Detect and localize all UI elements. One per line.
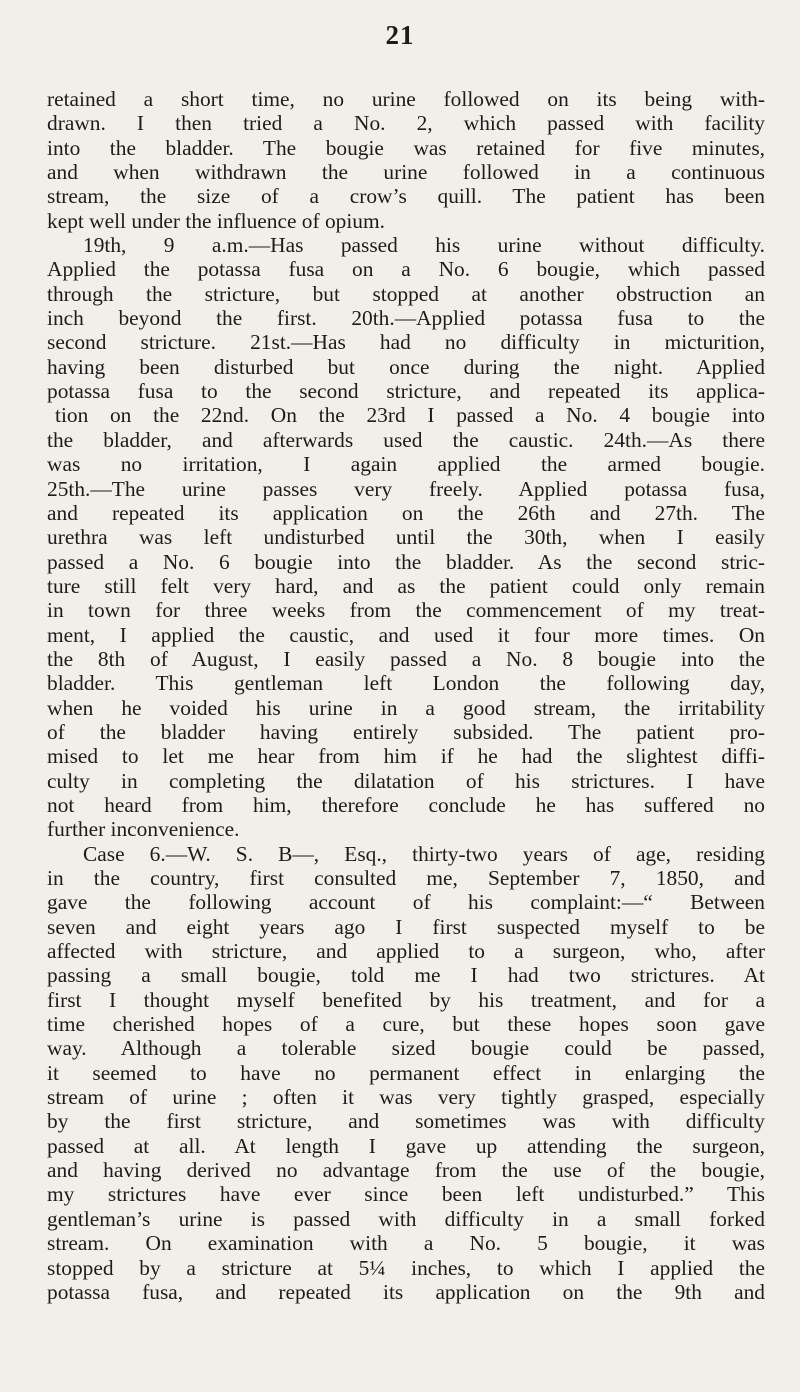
text-line-20: passed a No. 6 bougie into the bladder. As the second stric-	[47, 549, 765, 574]
text-line-27: of the bladder having entirely subsided. The patient pro-	[47, 719, 765, 744]
text-line-47: gentleman’s urine is passed with difficulty in a small forked	[47, 1206, 765, 1231]
text-line-37: passing a small bougie, told me I had two strictures. At	[47, 963, 765, 988]
text-line-19: urethra was left undisturbed until the 30th, when I easily	[47, 525, 765, 550]
text-line-3: into the bladder. The bougie was retained for five minutes,	[47, 135, 765, 160]
text-line-1: retained a short time, no urine followed on its being with-	[47, 87, 765, 111]
text-line-29: culty in completing the dilatation of his strictures. I have	[47, 768, 765, 793]
text-line-11: second stricture. 21st.—Has had no difficulty in micturition,	[47, 330, 765, 355]
text-line-39: time cherished hopes of a cure, but these hopes soon gave	[47, 1012, 765, 1037]
text-line-32: Case 6.—W. S. B—, Esq., thirty-two years of age, residing	[83, 841, 765, 866]
text-line-48: stream. On examination with a No. 5 bougie, it was	[47, 1231, 765, 1256]
body-text	[47, 87, 765, 1304]
text-line-21: ture still felt very hard, and as the patient could only remain	[47, 573, 765, 598]
text-line-50: potassa fusa, and repeated its application on the 9th and	[47, 1279, 765, 1304]
text-line-30: not heard from him, therefore conclude he has suffered no	[47, 792, 765, 817]
text-line-43: by the first stricture, and sometimes was with difficulty	[47, 1109, 765, 1134]
text-line-25: bladder. This gentleman left London the following day,	[47, 671, 765, 696]
text-line-22: in town for three weeks from the commencement of my treat-	[47, 598, 765, 623]
text-line-23: ment, I applied the caustic, and used it four more times. On	[47, 622, 765, 647]
text-line-40: way. Although a tolerable sized bougie could be passed,	[47, 1036, 765, 1061]
text-line-12: having been disturbed but once during the night. Applied	[47, 354, 765, 379]
text-line-7: 19th, 9 a.m.—Has passed his urine without difficulty.	[83, 233, 765, 258]
text-line-46: my strictures have ever since been left undisturbed.” This	[47, 1182, 765, 1207]
text-line-28: mised to let me hear from him if he had the slightest diffi-	[47, 744, 765, 769]
text-line-14: tion on the 22nd. On the 23rd I passed a No. 4 bougie into	[55, 403, 765, 428]
text-line-13: potassa fusa to the second stricture, and repeated its applica-	[47, 379, 765, 404]
text-line-17: 25th.—The urine passes very freely. Applied potassa fusa,	[47, 476, 765, 501]
text-line-34: gave the following account of his complaint:—“ Between	[47, 890, 765, 915]
text-line-5: stream, the size of a crow’s quill. The patient has been	[47, 184, 765, 209]
text-line-41: it seemed to have no permanent effect in enlarging the	[47, 1060, 765, 1085]
text-line-35: seven and eight years ago I first suspected myself to be	[47, 914, 765, 939]
text-line-15: the bladder, and afterwards used the caustic. 24th.—As there	[47, 427, 765, 452]
text-line-18: and repeated its application on the 26th and 27th. The	[47, 500, 765, 525]
text-line-31: further inconvenience.	[47, 817, 240, 842]
text-line-9: through the stricture, but stopped at another obstruction an	[47, 281, 765, 306]
text-line-6: kept well under the influence of opium.	[47, 208, 385, 233]
text-line-2: drawn. I then tried a No. 2, which passed with facility	[47, 111, 765, 136]
text-line-45: and having derived no advantage from the use of the bougie,	[47, 1158, 765, 1183]
text-line-26: when he voided his urine in a good stream, the irritability	[47, 695, 765, 720]
text-line-24: the 8th of August, I easily passed a No. 8 bougie into the	[47, 646, 765, 671]
text-line-42: stream of urine ; often it was very tightly grasped, especially	[47, 1085, 765, 1110]
page-number: 21	[385, 20, 415, 50]
text-line-38: first I thought myself benefited by his treatment, and for a	[47, 987, 765, 1012]
text-line-36: affected with stricture, and applied to a surgeon, who, after	[47, 939, 765, 964]
text-line-33: in the country, first consulted me, September 7, 1850, and	[47, 866, 765, 890]
text-line-10: inch beyond the first. 20th.—Applied potassa fusa to the	[47, 306, 765, 331]
text-line-49: stopped by a stricture at 5¼ inches, to which I applied the	[47, 1255, 765, 1280]
text-line-4: and when withdrawn the urine followed in a continuous	[47, 160, 765, 185]
text-line-44: passed at all. At length I gave up attending the surgeon,	[47, 1133, 765, 1158]
text-line-16: was no irritation, I again applied the armed bougie.	[47, 452, 765, 477]
text-line-8: Applied the potassa fusa on a No. 6 bougie, which passed	[47, 257, 765, 282]
